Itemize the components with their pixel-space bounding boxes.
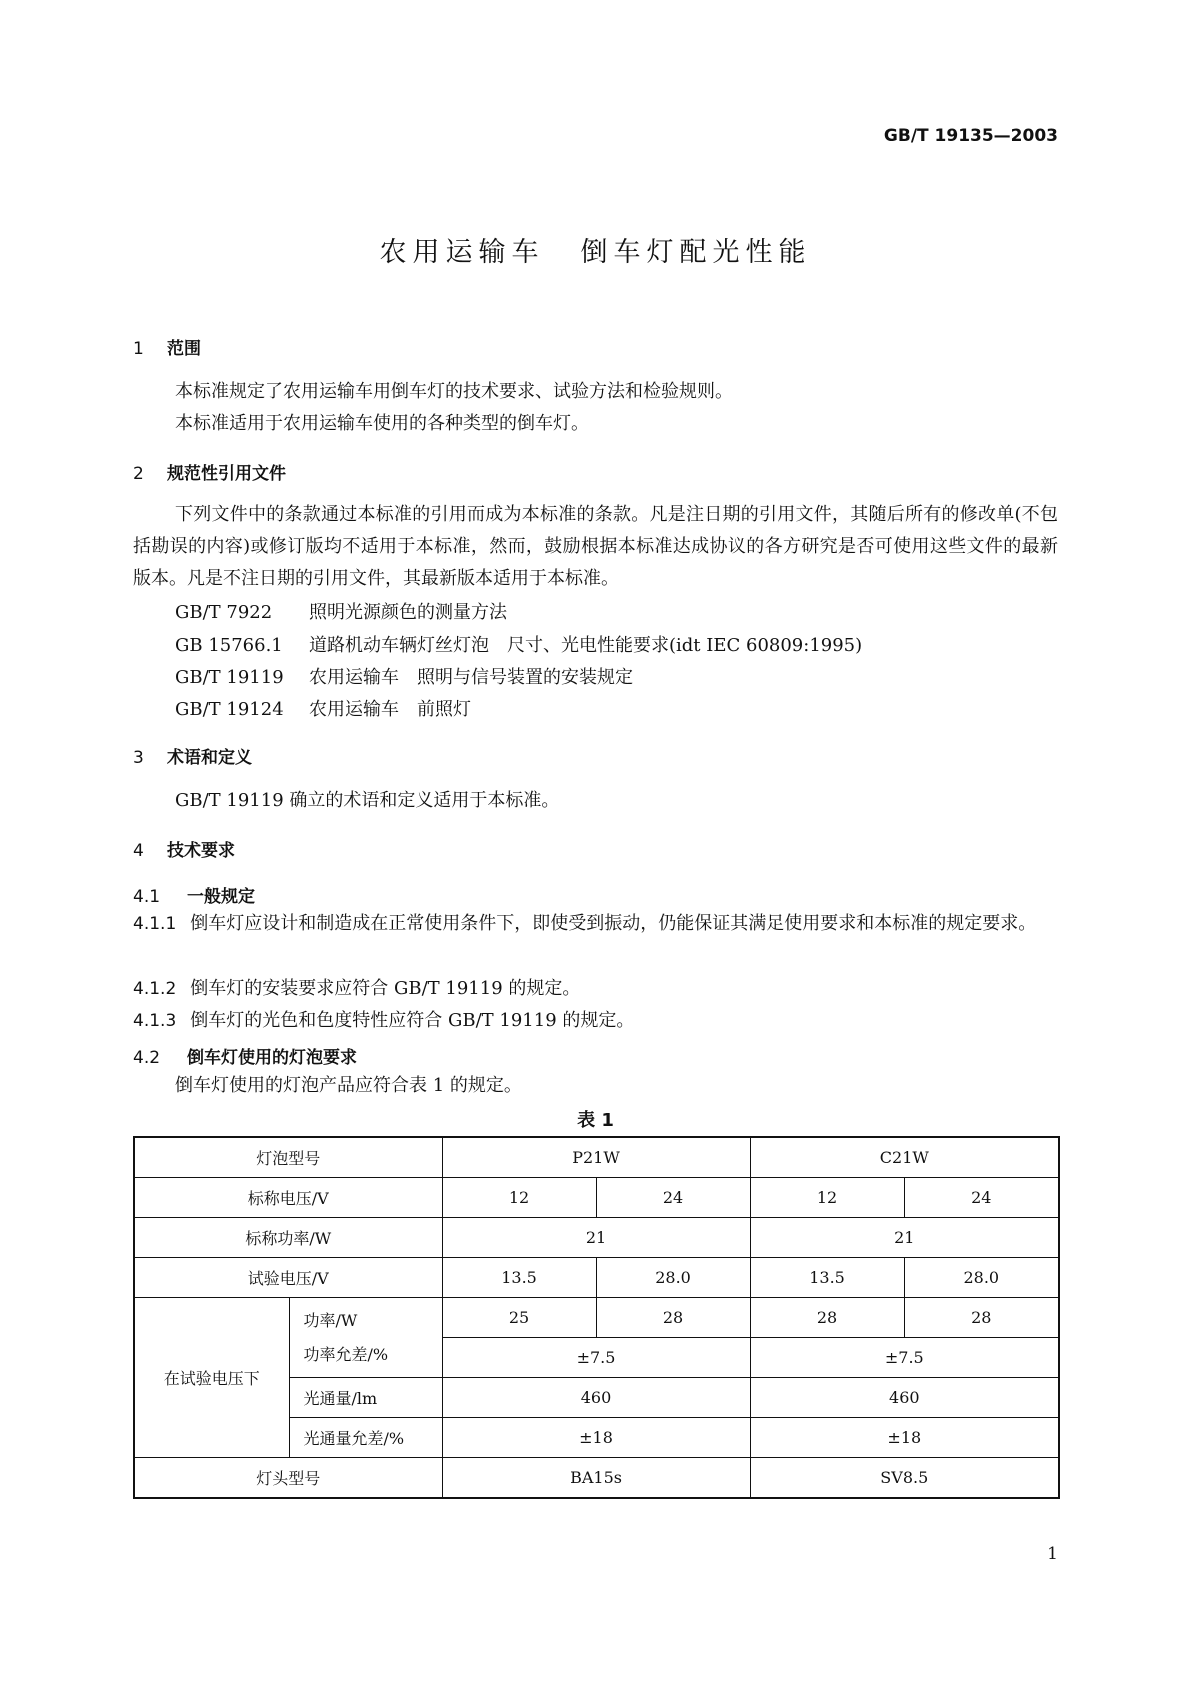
section-2-heading: 2 规范性引用文件 bbox=[133, 464, 286, 484]
power-w-label: 功率/W bbox=[303, 1310, 358, 1330]
table-cell: 灯头型号 bbox=[134, 1458, 442, 1499]
section-4-2-para: 倒车灯使用的灯泡产品应符合表 1 的规定。 bbox=[175, 1075, 522, 1096]
table-row bbox=[134, 1258, 1059, 1298]
section-4-2-heading: 4.2 倒车灯使用的灯泡要求 bbox=[133, 1048, 357, 1068]
table-cell: 28.0 bbox=[596, 1258, 750, 1298]
section-1-heading: 1 范围 bbox=[133, 339, 201, 359]
table-cell: 13.5 bbox=[750, 1258, 904, 1298]
table-cell: 光通量允差/% bbox=[289, 1418, 442, 1458]
section-3-heading: 3 术语和定义 bbox=[133, 748, 252, 768]
title-part-1: 农用运输车 bbox=[379, 237, 545, 268]
clause-4-1-3: 4.1.3 倒车灯的光色和色度特性应符合 GB/T 19119 的规定。 bbox=[133, 1010, 635, 1031]
ref-item: GB/T 7922 照明光源颜色的测量方法 bbox=[175, 602, 507, 623]
ref-item: GB 15766.1 道路机动车辆灯丝灯泡 尺寸、光电性能要求(idt IEC 60809:1995) bbox=[175, 635, 863, 656]
table-cell: 12 bbox=[750, 1178, 904, 1218]
section-4-1-heading: 4.1 一般规定 bbox=[133, 887, 255, 907]
table-cell: 28 bbox=[596, 1298, 750, 1338]
table-cell: 28 bbox=[904, 1298, 1059, 1338]
table-cell bbox=[289, 1298, 442, 1378]
table-row bbox=[134, 1178, 1059, 1218]
table-cell: 13.5 bbox=[442, 1258, 596, 1298]
power-tolerance-label: 功率允差/% bbox=[303, 1344, 389, 1364]
table-cell: ±7.5 bbox=[750, 1338, 1059, 1378]
section-1-para-1: 本标准规定了农用运输车用倒车灯的技术要求、试验方法和检验规则。 bbox=[175, 381, 733, 402]
table-cell: 灯泡型号 bbox=[134, 1137, 442, 1178]
table-row bbox=[134, 1298, 1059, 1338]
table-cell: 标称电压/V bbox=[134, 1178, 442, 1218]
table-cell: 标称功率/W bbox=[134, 1218, 442, 1258]
table-cell: 12 bbox=[442, 1178, 596, 1218]
table-cell: 460 bbox=[442, 1378, 750, 1418]
table-cell: 460 bbox=[750, 1378, 1059, 1418]
table-cell: C21W bbox=[750, 1137, 1059, 1178]
section-2-para: 下列文件中的条款通过本标准的引用而成为本标准的条款。凡是注日期的引用文件，其随后所有的修改单(不包括勘误的内容)或修订版均不适用于本标准，然而，鼓励根据本标准达成协议的各方研究是否可使用这些文件的最新版本。凡是不注日期的引用文件，其最新版本适用于本标准。 bbox=[133, 504, 1058, 589]
table-cell: ±18 bbox=[750, 1418, 1059, 1458]
table-cell: 25 bbox=[442, 1298, 596, 1338]
section-1-para-2: 本标准适用于农用运输车使用的各种类型的倒车灯。 bbox=[175, 413, 589, 434]
table-row bbox=[134, 1218, 1059, 1258]
section-3-para: GB/T 19119 确立的术语和定义适用于本标准。 bbox=[175, 790, 560, 811]
table-cell: ±7.5 bbox=[442, 1338, 750, 1378]
ref-item: GB/T 19124 农用运输车 前照灯 bbox=[175, 699, 471, 720]
table-cell: 21 bbox=[442, 1218, 750, 1258]
table-cell: SV8.5 bbox=[750, 1458, 1059, 1499]
standard-number: GB/T 19135—2003 bbox=[883, 126, 1058, 146]
table-row bbox=[134, 1458, 1059, 1499]
clause-4-1-2: 4.1.2 倒车灯的安装要求应符合 GB/T 19119 的规定。 bbox=[133, 978, 581, 999]
title-part-2: 倒车灯配光性能 bbox=[580, 237, 812, 268]
section-4-heading: 4 技术要求 bbox=[133, 841, 235, 861]
table-cell: 24 bbox=[596, 1178, 750, 1218]
page-number: 1 bbox=[1047, 1544, 1058, 1564]
table-cell: 在试验电压下 bbox=[134, 1298, 289, 1458]
table-cell: ±18 bbox=[442, 1418, 750, 1458]
table-cell: 21 bbox=[750, 1218, 1059, 1258]
document-title bbox=[0, 230, 1191, 269]
table-cell: 28.0 bbox=[904, 1258, 1059, 1298]
table-cell: 试验电压/V bbox=[134, 1258, 442, 1298]
table-cell: 28 bbox=[750, 1298, 904, 1338]
table-cell: P21W bbox=[442, 1137, 750, 1178]
table-row bbox=[134, 1137, 1059, 1178]
ref-item: GB/T 19119 农用运输车 照明与信号装置的安装规定 bbox=[175, 667, 633, 688]
table-cell: BA15s bbox=[442, 1458, 750, 1499]
bulb-table bbox=[133, 1136, 1060, 1499]
table-cell: 光通量/lm bbox=[289, 1378, 442, 1418]
table-cell: 24 bbox=[904, 1178, 1059, 1218]
table-caption: 表 1 bbox=[577, 1110, 614, 1131]
clause-4-1-1: 4.1.1 倒车灯应设计和制造成在正常使用条件下，即使受到振动，仍能保证其满足使用要求和本标准的规定要求。 bbox=[133, 913, 1037, 934]
